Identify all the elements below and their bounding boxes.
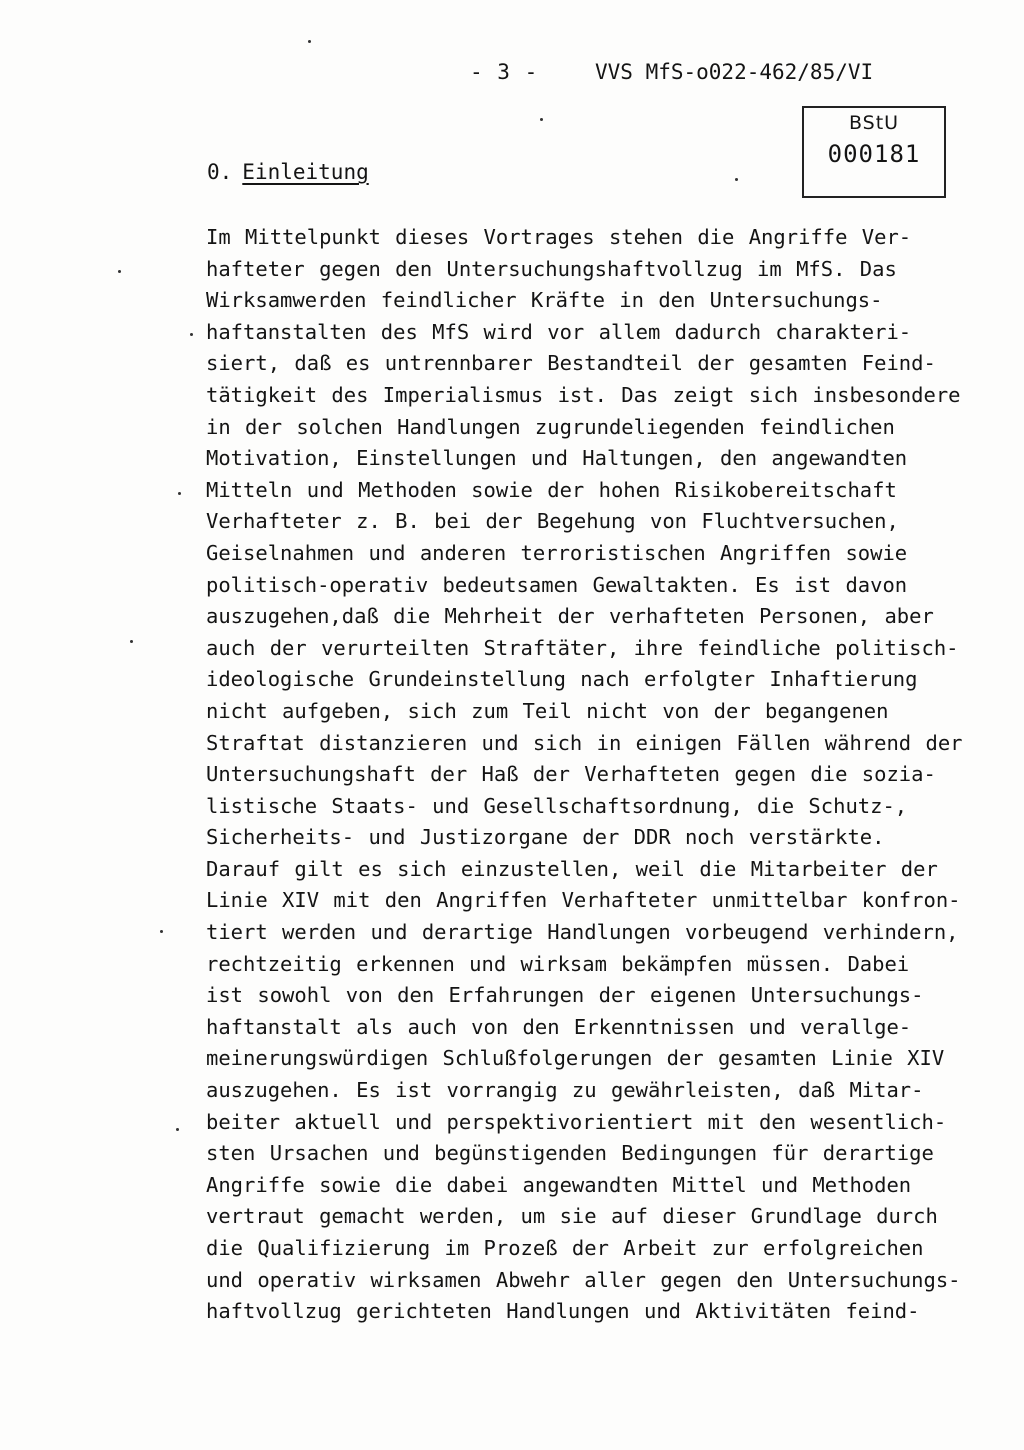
body-line: Verhafteter z. B. bei der Begehung von Fluchtversuchen, [206,509,899,534]
body-line: nicht aufgeben, sich zum Teil nicht von der begangenen [206,698,889,723]
body-line: beiter aktuell und perspektivorientiert mit den wesentlich- [206,1109,947,1134]
scan-speck [190,333,193,336]
archive-stamp [802,106,946,198]
body-line: rechtzeitig erkennen und wirksam bekämpfen müssen. Dabei [206,951,910,976]
body-line: Geiselnahmen und anderen terroristischen Angriffen sowie [206,540,908,565]
scan-speck [178,492,181,495]
body-line: siert, daß es untrennbarer Bestandteil der gesamten Feind- [206,351,936,376]
body-line: listische Staats- und Gesellschaftsordnung, die Schutz-, [206,793,908,818]
body-line: ideologische Grundeinstellung nach erfolgter Inhaftierung [206,667,918,692]
body-text [206,222,966,1328]
scan-speck [308,40,311,43]
body-line: tätigkeit des Imperialismus ist. Das zeigt sich insbesondere [206,382,961,407]
body-line: Linie XIV mit den Angriffen Verhafteter unmittelbar konfron- [206,888,961,913]
body-line: politisch-operativ bedeutsamen Gewaltakten. Es ist davon [206,572,908,597]
body-line: Wirksamwerden feindlicher Kräfte in den Untersuchungs- [206,288,883,313]
body-line: Motivation, Einstellungen und Haltungen, den angewandten [206,446,908,471]
body-line: meinerungswürdigen Schlußfolgerungen der gesamten Linie XIV [206,1046,945,1071]
body-line: haftvollzug gerichteten Handlungen und Aktivitäten feind- [206,1299,920,1324]
body-line: auszugehen. Es ist vorrangig zu gewährleisten, daß Mitar- [206,1078,924,1103]
body-line: auszugehen,daß die Mehrheit der verhafteten Personen, aber [206,604,934,629]
body-line: haftanstalten des MfS wird vor allem dadurch charakteri- [206,319,912,344]
body-line: hafteter gegen den Untersuchungshaftvollzug im MfS. Das [206,256,897,281]
scan-speck [130,640,133,643]
body-line: Mitteln und Methoden sowie der hohen Risikobereitschaft [206,477,897,502]
scan-speck [118,270,121,273]
body-line: und operativ wirksamen Abwehr aller gegen den Untersuchungs- [206,1267,961,1292]
page-number: - 3 - [470,60,539,84]
scan-speck [160,930,163,933]
scan-speck [735,178,738,181]
body-line: auch der verurteilten Straftäter, ihre feindliche politisch- [206,635,959,660]
body-line: Darauf gilt es sich einzustellen, weil die Mitarbeiter der [206,856,938,881]
stamp-number: 000181 [827,140,921,168]
body-line: haftanstalt als auch von den Erkenntnissen und verallge- [206,1014,912,1039]
body-line: sten Ursachen und begünstigenden Bedingungen für derartige [206,1141,934,1166]
section-heading [207,160,369,184]
document-reference: VVS MfS-o022-462/85/VI [595,60,874,84]
body-line: Sicherheits- und Justizorgane der DDR noch verstärkte. [206,825,885,850]
body-line: Untersuchungshaft der Haß der Verhafteten gegen die sozia- [206,762,936,787]
body-line: in der solchen Handlungen zugrundeliegenden feindlichen [206,414,895,439]
body-line: vertraut gemacht werden, um sie auf dieser Grundlage durch [206,1204,938,1229]
body-line: Angriffe sowie die dabei angewandten Mittel und Methoden [206,1172,912,1197]
section-title: Einleitung [242,160,369,184]
body-line: Straftat distanzieren und sich in einigen Fällen während der [206,730,963,755]
section-number: 0. [207,160,233,184]
scan-speck [176,1128,179,1131]
body-line: Im Mittelpunkt dieses Vortrages stehen die Angriffe Ver- [206,225,912,249]
stamp-label: BStU [848,112,900,134]
body-line: ist sowohl von den Erfahrungen der eigenen Untersuchungs- [206,983,924,1008]
body-line: tiert werden und derartige Handlungen vorbeugend verhindern, [206,920,959,945]
scan-speck [540,118,543,121]
body-line: die Qualifizierung im Prozeß der Arbeit zur erfolgreichen [206,1236,924,1260]
